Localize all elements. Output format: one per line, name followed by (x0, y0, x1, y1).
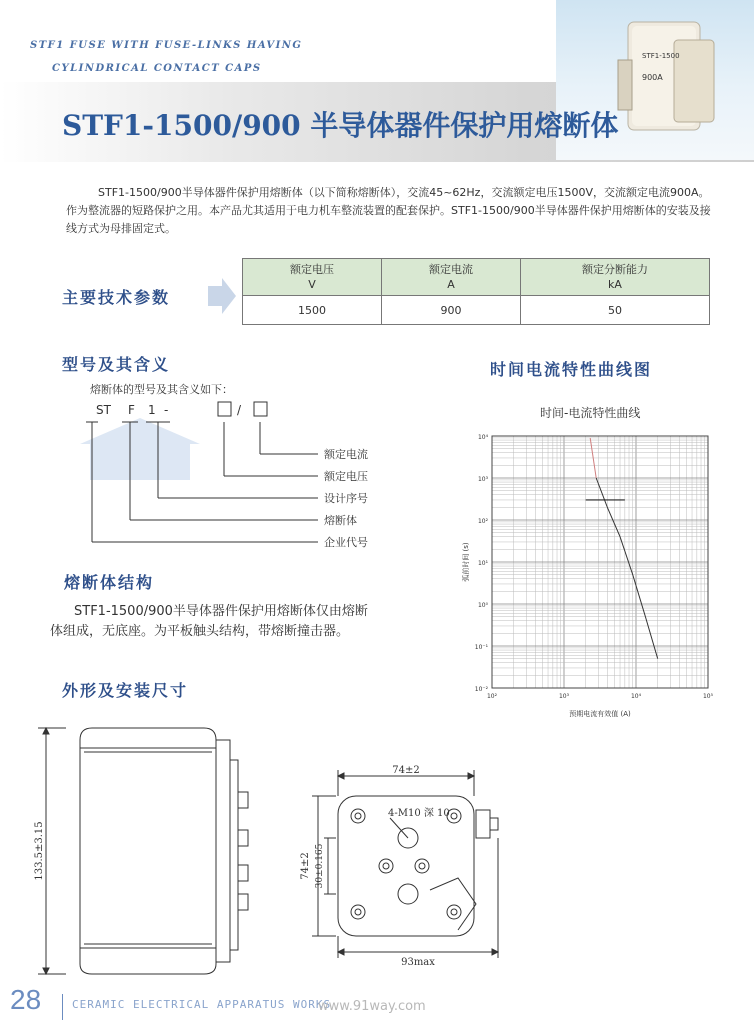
front-view-drawing (290, 762, 520, 972)
section-title-curve: 时间电流特性曲线图 (490, 360, 653, 379)
code-box-current (254, 402, 267, 416)
label-company-code: 企业代号 (324, 536, 368, 549)
page-title: STF1-1500/900 半导体器件保护用熔断体 (62, 109, 619, 142)
dim-hole-label: 4-M10 深 10 (388, 808, 450, 819)
page-number: 28 (10, 984, 42, 1015)
structure-paragraph (50, 602, 368, 642)
y-tick-label: 10⁰ (477, 602, 488, 609)
dim-height-side: 74±2 (300, 852, 311, 880)
footer-company: CERAMIC ELECTRICAL APPARATUS WORKS (72, 998, 332, 1011)
code-f: F (128, 403, 135, 417)
time-current-chart (448, 420, 738, 720)
y-tick-label: 10¹ (477, 560, 488, 567)
code-1: 1 (148, 403, 156, 417)
chart-grid (492, 436, 708, 688)
model-intro: 熔断体的型号及其含义如下： (90, 383, 233, 396)
structure-line1: STF1-1500/900半导体器件保护用熔断体仅由熔断 (74, 604, 368, 619)
section-title-dimensions: 外形及安装尺寸 (62, 681, 189, 700)
spec-table (242, 258, 710, 325)
code-slash: / (237, 403, 242, 417)
code-dash: - (164, 403, 169, 417)
model-code-diagram (80, 396, 380, 556)
label-rated-current: 额定电流 (324, 448, 368, 461)
y-tick-label: 10⁻¹ (474, 644, 488, 651)
arrow-right-icon (208, 278, 236, 314)
chart-title: 时间-电流特性曲线 (540, 406, 641, 420)
spec-value-current: 900 (382, 296, 521, 325)
dim-width-top: 74±2 (392, 765, 420, 776)
section-title-model: 型号及其含义 (62, 355, 171, 374)
section-title-structure: 熔断体结构 (64, 573, 155, 592)
spec-header-voltage: 额定电压 V (243, 259, 382, 296)
y-tick-labels (475, 434, 489, 693)
chart-ylabel: 弧前时间 (s) (462, 542, 470, 582)
product-label-current: 900A (642, 73, 663, 82)
label-design-no: 设计序号 (324, 492, 368, 505)
spec-header-current: 额定电流 A (382, 259, 521, 296)
label-rated-voltage: 额定电压 (324, 470, 368, 483)
x-tick-label: 10³ (558, 693, 570, 700)
chart-series (586, 438, 658, 659)
english-title-line1: STF1 FUSE WITH FUSE-LINKS HAVING (30, 40, 303, 51)
dim-bottom: 93max (401, 957, 435, 968)
section-title-specs: 主要技术参数 (62, 288, 171, 307)
side-view-drawing (28, 720, 268, 990)
code-box-voltage (218, 402, 231, 416)
x-tick-labels (487, 693, 714, 700)
x-tick-label: 10⁵ (702, 693, 714, 700)
code-st: ST (96, 403, 111, 417)
product-label-model: STF1-1500 (642, 52, 680, 60)
dim-inner: 30±0.165 (315, 843, 325, 889)
y-tick-label: 10⁻² (474, 686, 488, 693)
x-tick-label: 10⁴ (630, 693, 642, 700)
x-tick-label: 10² (486, 693, 498, 700)
english-title-line2: CYLINDRICAL CONTACT CAPS (52, 63, 262, 74)
y-tick-label: 10² (477, 518, 488, 525)
watermark: www.91way.com (318, 999, 426, 1014)
dim-height: 133.5±3.15 (34, 821, 45, 881)
spec-header-breaking: 额定分断能力 kA (521, 259, 710, 296)
spec-value-voltage: 1500 (243, 296, 382, 325)
y-tick-label: 10³ (477, 476, 488, 483)
footer-divider (62, 994, 63, 1020)
y-tick-label: 10⁴ (477, 434, 488, 441)
chart-xlabel: 预期电流有效值 (A) (569, 710, 631, 718)
structure-line2: 体组成，无底座。为平板触头结构，带熔断撞击器。 (50, 624, 350, 639)
label-fuse-link: 熔断体 (324, 514, 357, 527)
spec-value-breaking: 50 (521, 296, 710, 325)
intro-paragraph: STF1-1500/900半导体器件保护用熔断体（以下简称熔断体），交流45~62Hz，交流额定电压1500V，交流额定电流900A。作为整流器的短路保护之用。本产品尤其适用于电力机车整流装置的配套保护。STF1-1500/900半导体器件保护用熔断体的安装及接线方式为母排固定式。 (66, 186, 711, 235)
